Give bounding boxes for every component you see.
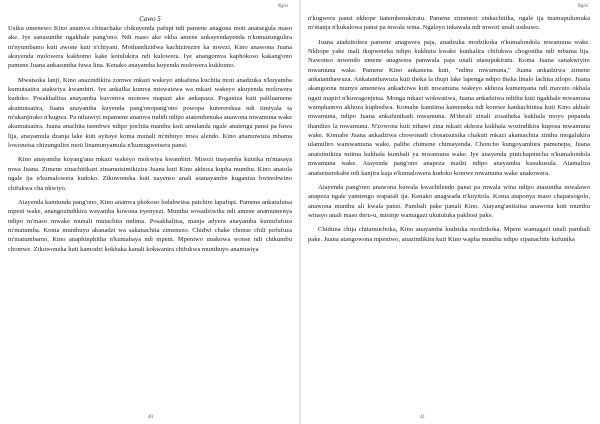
- paragraph: Atayenda kamtunda pang'ono, Kino anamva phokoso lodabwitsa patchire lapafupi. Pamene ankatulutsa mpeni wake, anangozindikira wayamba kuwona nyenyezi. Munthu wosadziwika ndi amene anamumenya ndipo m'maso mwake munali mutachita mdima. Posakhalitsa, manja adyera anayamba kumufufuza m'matumba. Koma munthuyu akanadzi wa sakanachita zimenezo. Chidwi chake chonse chili pofufuza m'matumbamo, Kino anaphinphitha n'kumabaya ndi mpeni. Mpeniwo unakowa wonse ndi chikumbu chomwe. Zikuwoneka kuti kamodzi kokhaka kanali kokwanira chifukwa munthuyo anamusiya: [8, 198, 292, 253]
- paragraph: Mwatsoka lanji, Kino anazindikira zomwe mkazi wakeyo ankafuna kuchita moti anadzuka n'kuyamba kumutsatira atakwiya kwambiri. Iye ankafka kumva mtswatswa wa mkazi wakeyo akuyenda molowera kudoko. Posakhalitsa anayamba kuvomva momwe mapazi ake ankapaza. Poganiza kuti paliluamene akumutsatira, Juana anayamba kuyenda pang'onopang'ono powopa kutererekua ndi timiyala ta m'ukanjirako n'kugwa. Pa nthawiyi mpamene anamva mdidi ndipo atatembenuka anawona mwamuna wake akumutsatira. Juana anachita tsembwe ndipo pochita manthu kuti amulanda ngale anatenga pansi pa fuwa lija, anayamula dzanja lake kuti ayitaye koma munali m'mbuyo mwa alendo. Kino anamuwuza mbama lowonetsa chizungulire moti linamunyamula n'kumugwetsera pansi.: [8, 76, 292, 150]
- paragraph: Kino anayamba kuyang'ana mkazi wakeyo mokwiya kwambiri. Misozi inayamba kutsika m'masaya mwa Juana. Zimene zinachitikazi zinamutsimikizira Juana kuti Kino akhoza kupha munthu. Kino anatola ngale ija n'kumalowera kudoko. Zikuwoneka kuti nayenso anali asanayambe kuganiza bwinobwino chifukwa cha nkwiyo.: [8, 156, 292, 192]
- paragraph: Juana atadzitolera pamene anagwera paja, anadzuka modzikoka n'kumalondola mwamuna wake. Nkhope yake inali ikupweteka ndipo kukhutu kwake kunkalira chifukwa chogontha ndi mbama lija. Nawonso mwendo umene anagwera pamwala paja unali utasupukiratu. Koma Juana sanakwiyire mwamuna wake. Pamene Kino ankanena kuti, "ndine mwamuna," Juana ankadziwa zimene ankatanthawuza. Ankatanthawuza kuti theka la thupi lake lapenga ndipo theka linalo lachita zilopo. Juana akangoona munyu amenewa ankadziwa kuti mwamuna wakeyo akhoza kumenyana ndi mavuto okhala ngati mapiri n'kuwagonjetsa. Monga mkazi wokwatiwa, Juana ankadziwa ndithu kuti ngakhale mwamuna wamphamvu akhoza kuphedwa. Komabe kamtima kameneka ndi komwe kankachititsa kuti Kino akhale mwamuna, ndipo Juana ankafunikadi mwamuna. M'derali zinali zosatheka kukhala moyo popanda thandizo la mwamuna. N'zowona kuti nthawi zina mkazi akhoza kukhala wozindikira kuposa mwamuna wake. Komabe Juana ankadziwa chowonadi chosatsutsika chakuti mkazi akamachita zinthu mogalukira ulamuliro wamwamuna wake, palibe chimene chimayenda. Choncho kungoyambira pamenepa, Juana anatsimikiza mtima kukhala kumbali ya mwamuna wake. Iye anayenda pintchapintcha n'kumalondola mwamuna wake. Atayenda pang'ono anapeza madzi ndipo anayamba kusukusula. Atamaliza anatsetserekabe ndi kanjira kaja n'kumalowera kudoko komwe mwamuna wake anakowera.: [308, 38, 590, 177]
- paragraph: Atayenda pang'ono anawona kuwala kwachilendo pansi pa mwala wina ndipo atasuntha mwalawo anapeza ngale yamtengo wapatali ija. Kenako anagwada n'kuyitola. Koma ataponya maso chapatsogolo, anawona munthu ali kwala pansi. Pambali pake panali Kino. Atayang'anitsitsa anawona kuti munthu winayo anali maso deru-u, mtsinje wamagazi ukutuluka pakhosi pake.: [308, 183, 590, 219]
- right-page: [300, 0, 600, 424]
- chapter-title: Cawo 5: [139, 15, 161, 23]
- running-header: Ngisi: [277, 4, 288, 9]
- paragraph: n'kugwera pansi nkhope itatembenukiratu. Pamene zimenezi zinkachitika, ngale ija inamupulumuka m'manja n'kukalowa pansi pa mwala wina. Ngaleyo inkawala ndi mwezi unali usikuwo.: [308, 15, 590, 32]
- page-number: 41: [420, 415, 425, 420]
- running-header: Ngisi: [577, 4, 588, 9]
- page-number: 40: [148, 415, 153, 420]
- paragraph: Usiku umenewo Kino anamva chinachake chikuyenda pafupi ndi pamene anagona moti anatsegula maso ake. Iye sanasunthe ngakhale pang'ono. Ndi maso ake okha amene ankayendayenda n'kumazungulira m'nyumbamo kuti awone kuti n'chiyani. Mothandizidwa kachizirezire ka mwezi, Kino anawona Juana akuyenda molowera kakhomo kake kotulukira ndi kulowera. Iye anangomva kaphokoso kakang'ono pamene Juana ankasuntha fuwa lina. Kenako anayamba kuyenda molowera kukhomo.: [8, 25, 292, 70]
- paragraph: Chidima chija chitamuchoka, Kino anayamba kudzuka modzikoka. Mpeni wamagazi unali pambali pake. Juana atangowona mpeniwo, anazindikira kuti Kino wapha munthu ndipo sipanachite kufunika: [308, 226, 590, 243]
- right-page-body: [308, 14, 590, 244]
- left-page-body: [8, 14, 292, 254]
